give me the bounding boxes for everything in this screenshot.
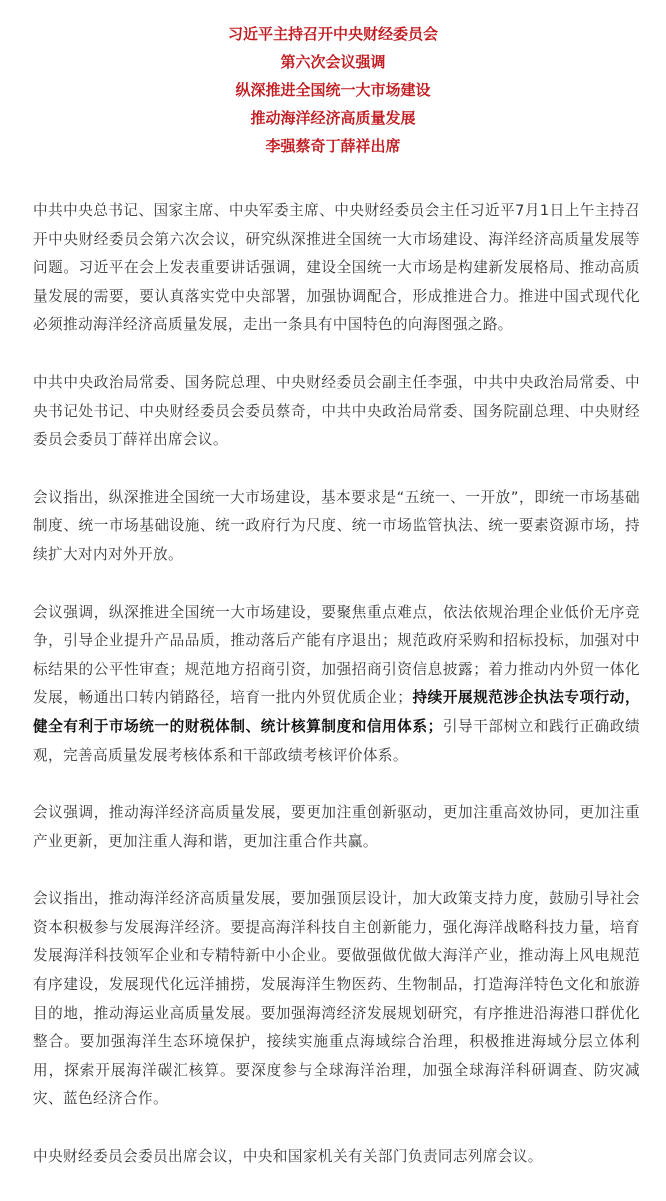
headline-line-2: 第六次会议强调 xyxy=(280,53,386,71)
paragraph-marine-economy-measures: 会议指出，推动海洋经济高质量发展，要加强顶层设计，加大政策支持力度，鼓励引导社会资本积极参与发展海洋经济。要提高海洋科技自主创新能力，强化海洋战略科技力量，培育发展海洋科技领军企业和专精特新中小企业。要做强做优做大海洋产业，推动海上风电规范有序建设，发展现代化远洋捕捞，发展海洋生物医药、生物制品，打造海洋特色文化和旅游目的地，推动海运业高质量发展。要加强海湾经济发展规划研究，有序推进沿海港口群优化整合。要加强海洋生态环境保护，接续实施重点海域综合治理，积极推进海域分层立体利用，探索开展海洋碳汇核算。要深度参与全球海洋治理，加强全球海洋科研调查、防灾减灾、蓝色经济合作。 xyxy=(33,890,640,1108)
article-headline xyxy=(0,20,666,160)
paragraph-meeting-summary: 中共中央总书记、国家主席、中央军委主席、中央财经委员会主任习近平7月1日上午主持召开中央财经委员会第六次会议，研究纵深推进全国统一大市场建设、海洋经济高质量发展等问题。习近平在会上发表重要讲话强调，建设全国统一大市场是构建新发展格局、推动高质量发展的需要，要认真落实党中央部署，加强协调配合，形成推进合力。推进中国式现代化必须推动海洋经济高质量发展，走出一条具有中国特色的向海图强之路。 xyxy=(33,202,640,334)
paragraph-text: 会议强调，纵深推进全国统一大市场建设，要聚焦重点难点，依法依规治理企业低价无序竞争，引导企业提升产品品质，推动落后产能有序退出；规范政府采购和招标投标，加强对中标结果的公平性审查；规范地方招商引资，加强招商引资信息披露；着力推动内外贸一体化发展，畅通出口转内销路径，培育一批内外贸优质企业； xyxy=(33,603,640,707)
paragraph-marine-economy-principles: 会议强调，推动海洋经济高质量发展，要更加注重创新驱动，更加注重高效协同，更加注重产业更新，更加注重人海和谐，更加注重合作共赢。 xyxy=(33,804,640,850)
paragraph-unified-market-measures xyxy=(33,599,640,771)
headline-line-4: 推动海洋经济高质量发展 xyxy=(250,109,416,127)
paragraph-unified-market-requirements: 会议指出，纵深推进全国统一大市场建设，基本要求是“五统一、一开放”，即统一市场基础制度、统一市场基础设施、统一政府行为尺度、统一市场监管执法、统一要素资源市场，持续扩大对内对外开放。 xyxy=(33,488,640,563)
paragraph-closing: 中央财经委员会委员出席会议，中央和国家机关有关部门负责同志列席会议。 xyxy=(33,1148,543,1166)
paragraph-attendees: 中共中央政治局常委、国务院总理、中央财经委员会副主任李强，中共中央政治局常委、中央书记处书记、中央财经委员会委员蔡奇，中共中央政治局常委、国务院副总理、中央财经委员会委员丁薛祥出席会议。 xyxy=(33,373,640,449)
article-body xyxy=(33,197,640,1201)
bold-emphasis-text: 持续开展规范涉企执法专项行动，健全有利于市场统一的财税体制、统计核算制度和信用体系； xyxy=(33,689,640,735)
headline-line-3: 纵深推进全国统一大市场建设 xyxy=(235,81,431,99)
headline-line-1: 习近平主持召开中央财经委员会 xyxy=(227,25,438,43)
paragraph-text: 引导干部树立和践行正确政绩观，完善高质量发展考核体系和干部政绩考核评价体系。 xyxy=(33,717,640,764)
headline-line-5: 李强蔡奇丁薛祥出席 xyxy=(265,137,401,155)
